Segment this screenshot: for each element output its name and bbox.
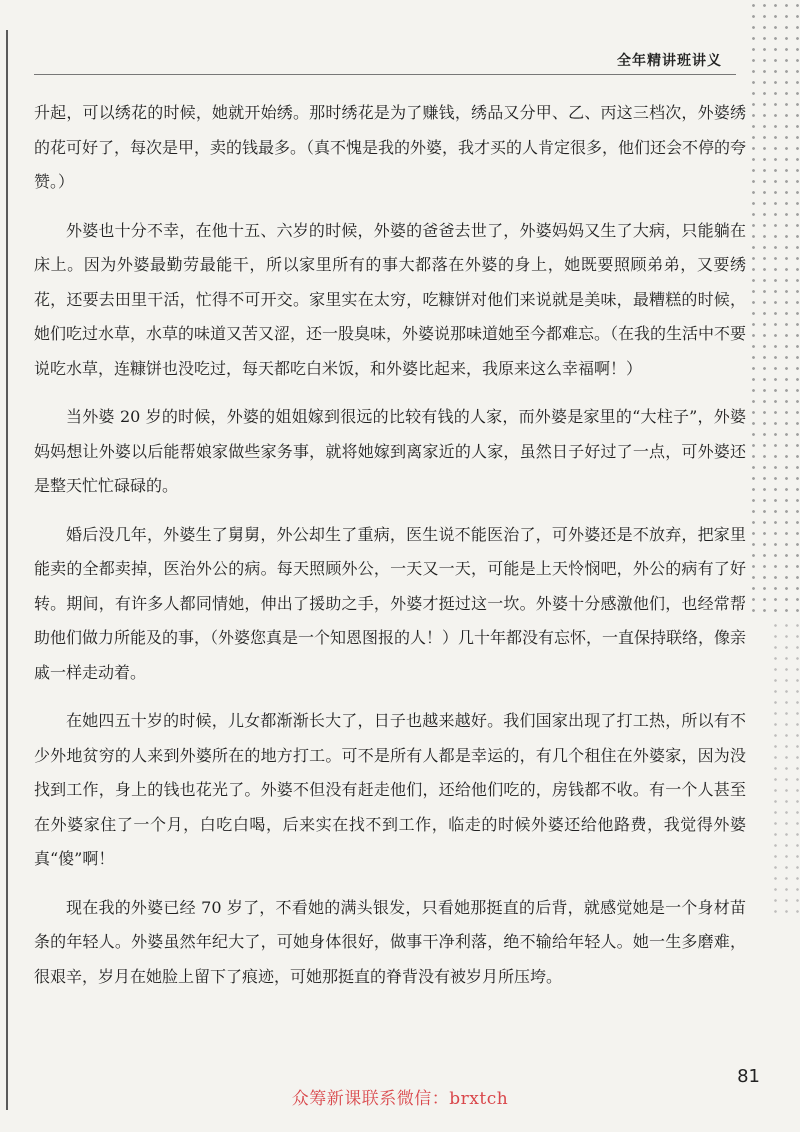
watermark-text: 众筹新课联系微信：brxtch [291, 1089, 509, 1109]
decorative-dot-pattern-lower [770, 620, 800, 920]
running-head-title: 全年精讲班讲义 [617, 53, 722, 69]
page-number: 81 [737, 1066, 760, 1087]
decorative-dot-pattern [748, 0, 800, 620]
paragraph: 当外婆 20 岁的时候，外婆的姐姐嫁到很远的比较有钱的人家，而外婆是家里的“大柱子”，外婆妈妈想让外婆以后能帮娘家做些家务事，就将她嫁到离家近的人家，虽然日子好过了一点，可外婆还是整天忙忙碌碌的。 [34, 407, 746, 495]
body-text [34, 96, 746, 1008]
paragraph: 升起，可以绣花的时候，她就开始绣。那时绣花是为了赚钱，绣品又分甲、乙、丙这三档次，外婆绣的花可好了，每次是甲，卖的钱最多。（真不愧是我的外婆，我才买的人肯定很多，他们还会不停的夸赞。） [34, 103, 747, 191]
paragraph: 现在我的外婆已经 70 岁了，不看她的满头银发，只看她那挺直的后背，就感觉她是一个身材苗条的年轻人。外婆虽然年纪大了，可她身体很好，做事干净利落，绝不输给年轻人。她一生多磨难，很艰辛，岁月在她脸上留下了痕迹，可她那挺直的脊背没有被岁月所压垮。 [34, 897, 746, 986]
page-edge-rule [6, 30, 8, 1110]
paragraph: 在她四五十岁的时候，儿女都渐渐长大了，日子也越来越好。我们国家出现了打工热，所以有不少外地贫穷的人来到外婆所在的地方打工。可不是所有人都是幸运的，有几个租住在外婆家，因为没找到工作，身上的钱也花光了。外婆不但没有赶走他们，还给他们吃的，房钱都不收。有一个人甚至在外婆家住了一个月，白吃白喝，后来实在找不到工作，临走的时候外婆还给他路费，我觉得外婆真“傻”啊！ [34, 711, 746, 868]
header-rule [34, 74, 736, 75]
paragraph: 婚后没几年，外婆生了舅舅，外公却生了重病，医生说不能医治了，可外婆还是不放弃，把家里能卖的全都卖掉，医治外公的病。每天照顾外公，一天又一天，可能是上天怜悯吧，外公的病有了好转。期间，有许多人都同情她，伸出了援助之手，外婆才挺过这一坎。外婆十分感激他们，也经常帮助他们做力所能及的事，（外婆您真是一个知恩图报的人！）几十年都没有忘怀，一直保持联络，像亲戚一样走动着。 [34, 524, 747, 682]
paragraph: 外婆也十分不幸，在他十五、六岁的时候，外婆的爸爸去世了，外婆妈妈又生了大病，只能躺在床上。因为外婆最勤劳最能干，所以家里所有的事大都落在外婆的身上，她既要照顾弟弟，又要绣花，还要去田里干活，忙得不可开交。家里实在太穷，吃糠饼对他们来说就是美味，最糟糕的时候，她们吃过水草，水草的味道又苦又涩，还一股臭味，外婆说那味道她至今都难忘。（在我的生活中不要说吃水草，连糠饼也没吃过，每天都吃白米饭，和外婆比起来，我原来这么幸福啊！） [34, 220, 747, 378]
